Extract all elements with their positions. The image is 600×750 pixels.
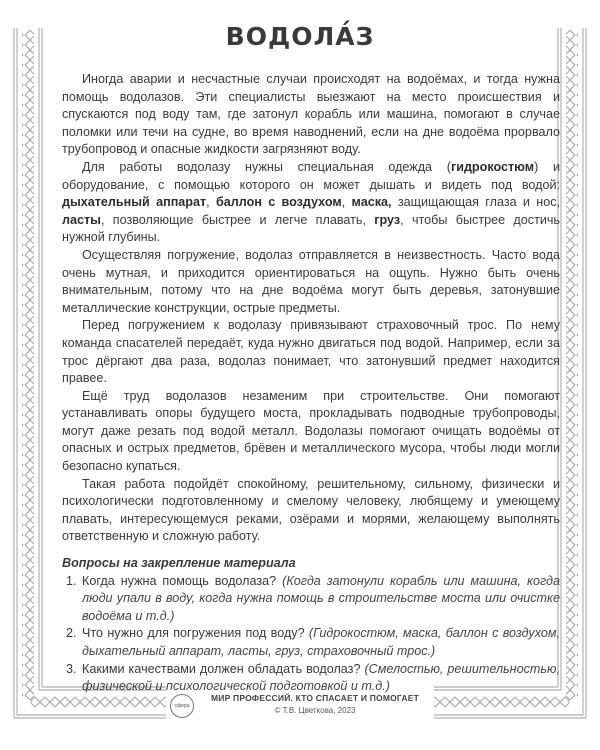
answer: (Гидрокостюм, маска, баллон с воздухом, дыхательный аппарат, ласты, груз, страховочный трос.) [82, 626, 560, 658]
question-item [80, 573, 560, 626]
question-item [80, 661, 560, 696]
text: ) и оборудование, с помощью которого он может дышать и видеть под водой: [62, 159, 560, 192]
paragraph-4: Перед погружением к водолазу привязывают страховочный трос. По нему команда спасателей передаёт, куда нужно двигаться под водой. Например, если за трос дёргают два раза, водолаз понимает, что затонувший предмет находится правее. [62, 318, 560, 386]
question: Что нужно для погружения под воду? [82, 626, 309, 641]
page-title: ВОДОЛА́З [225, 22, 375, 51]
text: , [341, 195, 352, 210]
text: , чтобы быстрее достичь нужной глубины. [62, 212, 560, 245]
publisher-logo-icon: сфера [170, 694, 194, 718]
paragraph-3: Осуществляя погружение, водолаз отправляется в неизвестность. Часто вода очень мутная, и приходится ориентироваться на ощупь. Нужно быть очень внимательным, потому что на дне водоёма могут быть деревья, затонувшие металлические конструкции, острые предметы. [62, 247, 560, 315]
term: ласты [62, 212, 101, 227]
text: защищающая глаза и нос, [391, 195, 561, 210]
text: , [206, 195, 216, 210]
series-title: МИР ПРОФЕССИЙ. КТО СПАСАЕТ И ПОМОГАЕТ [210, 693, 420, 703]
text: , позволяющие быстрее и легче плавать, [100, 212, 375, 227]
questions-list [62, 573, 560, 696]
question: Какими качествами должен обладать водолаз? [82, 661, 365, 676]
term: гидрокостюм [450, 159, 535, 174]
paragraph-1: Иногда аварии и несчастные случаи происходят на водоёмах, и тогда нужна помощь водолазов. Эти специалисты выезжают на место происшествия и спускаются под воду там, где затонул корабль или машина, помогают в случае поломки или течи на судне, во время наводнений, если на дне водоёма прорвало трубопровод и опасные жидкости загрязняют воду. [62, 72, 560, 157]
questions-heading: Вопросы на закрепление материала [62, 556, 296, 571]
article-body [62, 71, 560, 696]
question: Когда нужна помощь водолаза? [82, 573, 283, 588]
answer: (Смелостью, решительностью, физической и психологической подготовкой и т.д.) [82, 661, 560, 694]
term: баллон с воздухом [215, 195, 342, 210]
page-footer [168, 692, 432, 732]
text: Для работы водолазу нужны специальная одежда ( [82, 159, 451, 174]
answer: (Когда затонули корабль или машина, когда люди упали в воду, когда нужна помощь в строительстве моста или очистке водоёма и т.д.) [82, 573, 560, 623]
question-item [80, 625, 560, 660]
term: дыхательный аппарат [62, 195, 207, 210]
term: груз [374, 212, 401, 227]
paragraph-6: Такая работа подойдёт спокойному, решительному, сильному, физически и психологически подготовленному и смелому человеку, любящему и умеющему плавать, интересующемуся реками, озёрами и морями, желающему выполнять ответственную и сложную работу. [62, 476, 560, 544]
paragraph-5: Ещё труд водолазов незаменим при строительстве. Они помогают устанавливать опоры будущего моста, прокладывать подводные трубопроводы, могут даже резать под водой металл. Водолазы помогают очищать водоёмы от опасных и острых предметов, брёвен и металлического мусора, чтобы люди могли безопасно купаться. [62, 388, 560, 474]
term: маска, [351, 195, 392, 210]
copyright: © Т.В. Цветкова, 2023 [274, 706, 356, 715]
paragraph-2 [62, 159, 560, 247]
